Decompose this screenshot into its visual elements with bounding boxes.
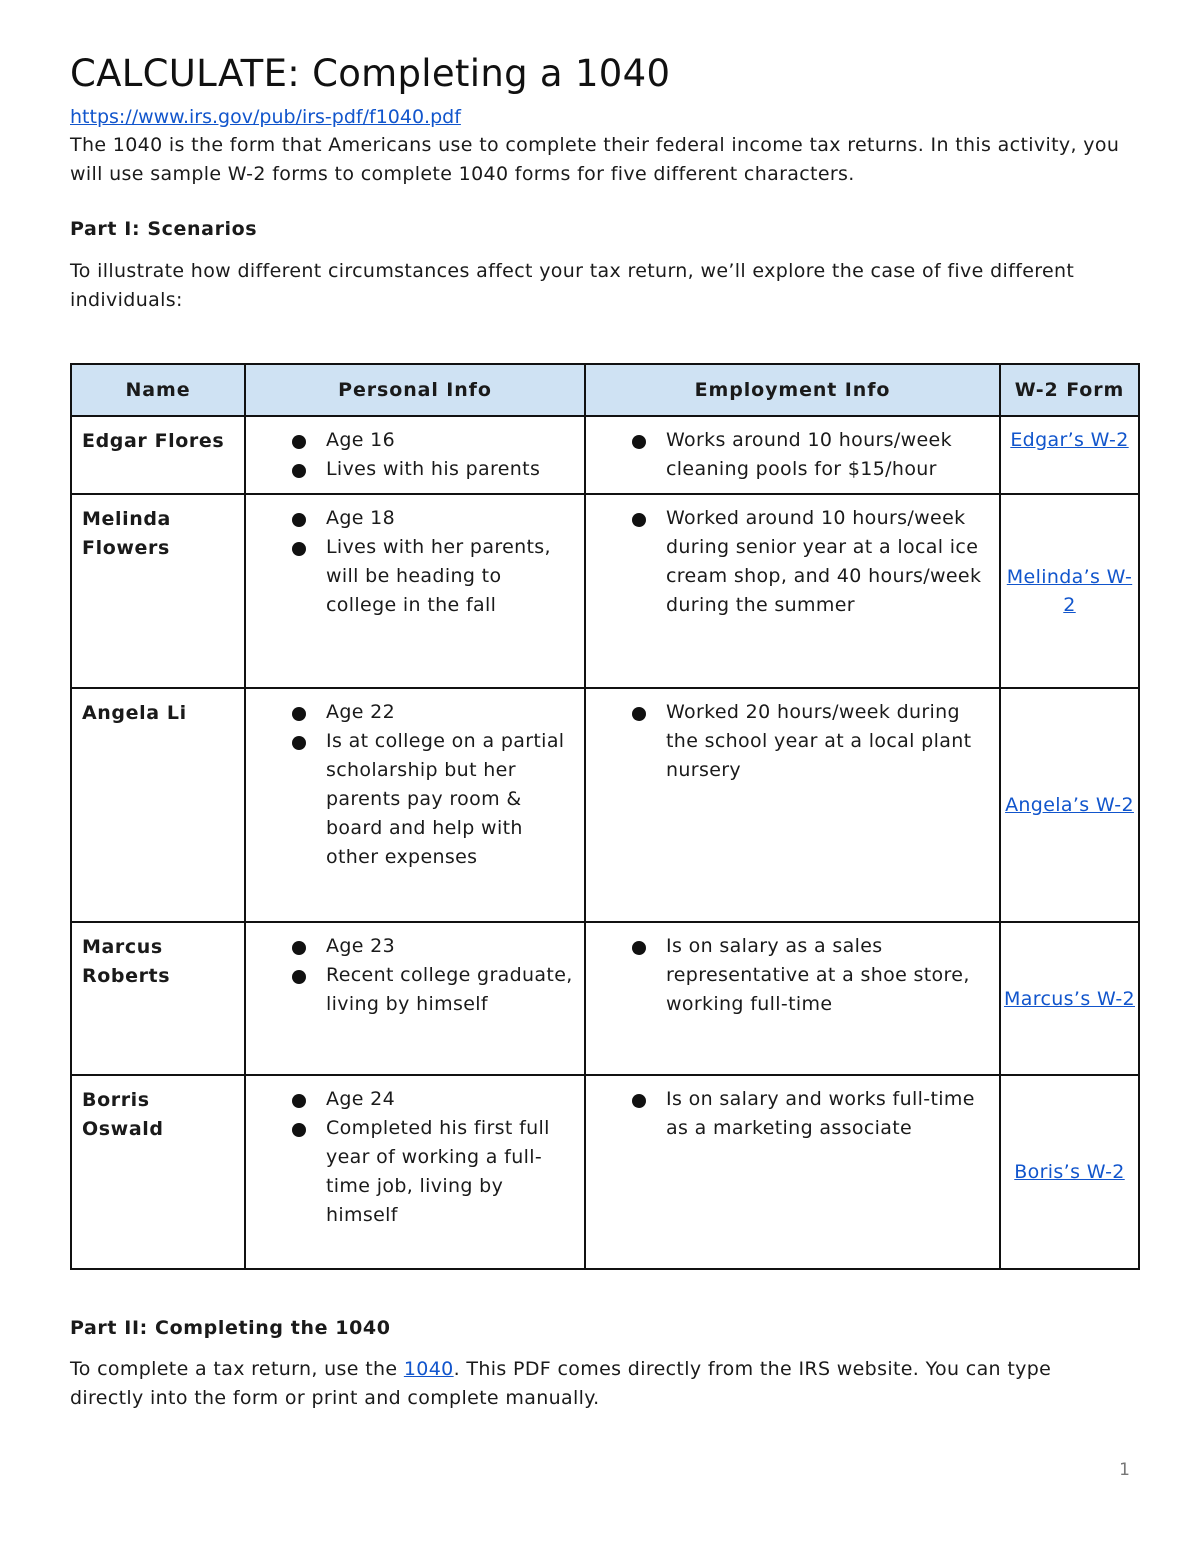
employment-info-item: Is on salary and works full-time as a marketing associate [586,1085,991,1143]
table-row [71,494,1139,688]
table-row [71,416,1139,494]
w2-link-marcus[interactable]: Marcus’s W-2 [1004,987,1135,1010]
personal-info-item: Age 23 [246,932,576,961]
person-name: Melinda Flowers [71,494,245,688]
personal-info-item: Recent college graduate, living by himself [246,961,576,1019]
personal-info-cell [245,688,585,922]
part2-heading: Part II: Completing the 1040 [70,1317,391,1339]
person-name: Marcus Roberts [71,922,245,1075]
personal-info-item: Lives with his parents [246,455,576,484]
person-name: Edgar Flores [71,416,245,494]
header-name: Name [71,364,245,416]
table-header-row [71,364,1139,416]
personal-info-cell [245,1075,585,1269]
personal-info-item: Age 22 [246,698,576,727]
employment-info-item: Worked around 10 hours/week during senior year at a local ice cream shop, and 40 hours/week during the summer [586,504,991,620]
w2-cell [1000,1075,1139,1269]
part1-heading: Part I: Scenarios [70,218,258,240]
personal-info-item: Lives with her parents, will be heading to college in the fall [246,533,576,620]
person-name: Borris Oswald [71,1075,245,1269]
page-title: CALCULATE: Completing a 1040 [70,52,671,95]
employment-info-cell [585,416,1000,494]
part1-paragraph: To illustrate how different circumstances affect your tax return, we’ll explore the case of five different individuals: [70,260,1075,311]
employment-info-item: Works around 10 hours/week cleaning pools for $15/hour [586,426,991,484]
personal-info-item: Age 16 [246,426,576,455]
personal-info-cell [245,922,585,1075]
employment-info-item: Is on salary as a sales representative at a shoe store, working full-time [586,932,991,1019]
employment-info-cell [585,1075,1000,1269]
employment-info-cell [585,922,1000,1075]
w2-cell [1000,494,1139,688]
part2-text-before: To complete a tax return, use the [70,1358,404,1380]
w2-cell [1000,922,1139,1075]
table-row [71,1075,1139,1269]
w2-link-boris[interactable]: Boris’s W-2 [1014,1161,1125,1183]
person-name: Angela Li [71,688,245,922]
table-row [71,688,1139,922]
scenarios-table [70,363,1140,1270]
header-employment-info: Employment Info [585,364,1000,416]
w2-link-melinda[interactable]: Melinda’s W-2 [1006,566,1133,616]
employment-info-item: Worked 20 hours/week during the school year at a local plant nursery [586,698,991,785]
part2-text-after: . This PDF comes directly from the IRS website. You can type directly into the form or print and complete manually. [70,1358,1052,1409]
page-number: 1 [1119,1460,1130,1480]
personal-info-cell [245,494,585,688]
form-1040-link[interactable]: 1040 [403,1358,454,1380]
personal-info-item: Age 18 [246,504,576,533]
w2-link-edgar[interactable]: Edgar’s W-2 [1010,429,1129,451]
personal-info-item: Age 24 [246,1085,576,1114]
employment-info-cell [585,688,1000,922]
personal-info-cell [245,416,585,494]
irs-form-link[interactable]: https://www.irs.gov/pub/irs-pdf/f1040.pdf [70,106,461,128]
header-personal-info: Personal Info [245,364,585,416]
w2-cell [1000,688,1139,922]
header-w2-form: W-2 Form [1000,364,1139,416]
part2-paragraph [70,1355,1130,1412]
w2-link-angela[interactable]: Angela’s W-2 [1005,794,1134,816]
personal-info-item: Completed his first full year of working a full-time job, living by himself [246,1114,576,1230]
table-row [71,922,1139,1075]
intro-paragraph: The 1040 is the form that Americans use to complete their federal income tax returns. In this activity, you will use sample W-2 forms to complete 1040 forms for five different characters. [70,134,1120,185]
w2-cell [1000,416,1139,494]
personal-info-item: Is at college on a partial scholarship but her parents pay room & board and help with other expenses [246,727,576,872]
employment-info-cell [585,494,1000,688]
